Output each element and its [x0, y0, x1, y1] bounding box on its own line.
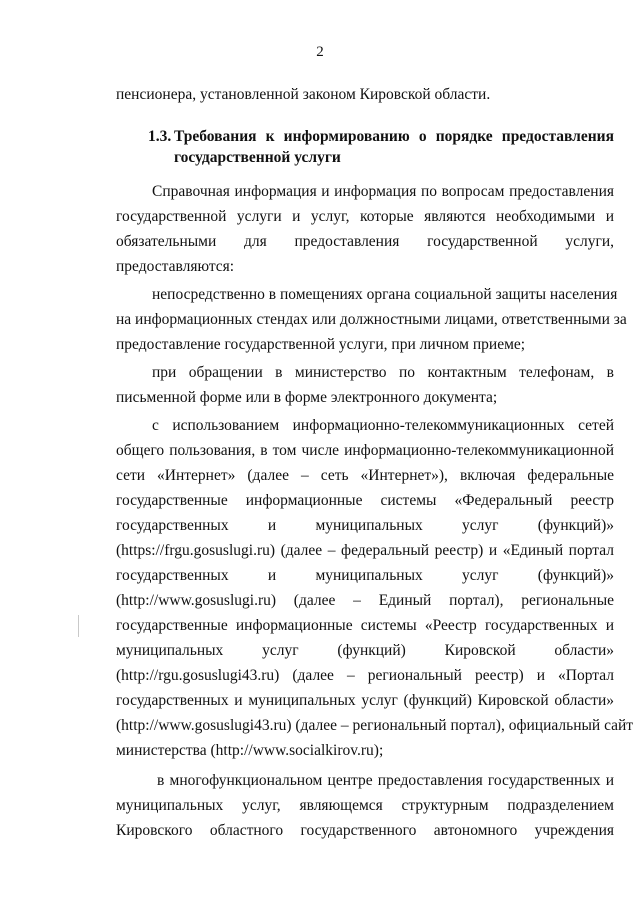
body-line: с использованием информационно-телекоммуникационных сетей	[152, 417, 614, 434]
body-line: государственные информационные системы «Федеральный реестр	[116, 492, 614, 509]
body-line: при обращении в министерство по контактным телефонам, в	[152, 364, 614, 381]
section-number: 1.3.	[148, 128, 172, 145]
section-title-line-2: государственной услуги	[174, 149, 341, 166]
page-number: 2	[316, 44, 324, 60]
body-line: государственных и муниципальных услуг (функций)»	[116, 517, 614, 534]
intro-line: пенсионера, установленной законом Кировской области.	[116, 86, 491, 103]
section-title-line-1: Требования к информированию о порядке предоставления	[174, 128, 614, 145]
body-line: (http://www.gosuslugi.ru) (далее – Единый портал), региональные	[116, 592, 614, 609]
body-line: государственных и муниципальных услуг (функций)»	[116, 567, 614, 584]
body-line: Справочная информация и информация по вопросам предоставления	[152, 183, 614, 200]
body-line: в многофункциональном центре предоставления государственных и	[157, 772, 614, 789]
body-line: министерства (http://www.socialkirov.ru);	[116, 742, 384, 759]
body-line: предоставление государственной услуги, при личном приеме;	[116, 336, 526, 353]
body-line: обязательными для предоставления государственной услуги,	[116, 233, 614, 250]
body-line: государственные информационные системы «Реестр государственных и	[116, 617, 614, 634]
body-line: (http://www.gosuslugi43.ru) (далее – региональный портал), официальный сайт	[116, 717, 634, 734]
body-line: (https://frgu.gosuslugi.ru) (далее – федеральный реестр) и «Единый портал	[116, 542, 614, 559]
body-line: Кировского областного государственного автономного учреждения	[116, 822, 614, 839]
body-line: общего пользования, в том числе информационно-телекоммуникационной	[116, 442, 614, 459]
body-line: муниципальных услуг, являющемся структурным подразделением	[116, 797, 614, 814]
body-line: на информационных стендах или должностными лицами, ответственными за	[116, 311, 627, 328]
body-line: муниципальных услуг (функций) Кировской области»	[116, 642, 614, 659]
body-line: письменной форме или в форме электронного документа;	[116, 389, 498, 406]
body-line: предоставляются:	[116, 258, 235, 275]
body-line: непосредственно в помещениях органа социальной защиты населения	[152, 286, 618, 303]
body-line: сети «Интернет» (далее – сеть «Интернет»), включая федеральные	[116, 467, 614, 484]
body-line: (http://rgu.gosuslugi43.ru) (далее – региональный реестр) и «Портал	[116, 667, 614, 684]
scan-margin-mark	[78, 615, 79, 637]
body-line: государственных и муниципальных услуг (функций) Кировской области»	[116, 692, 614, 709]
body-line: государственной услуги и услуг, которые являются необходимыми и	[116, 208, 614, 225]
